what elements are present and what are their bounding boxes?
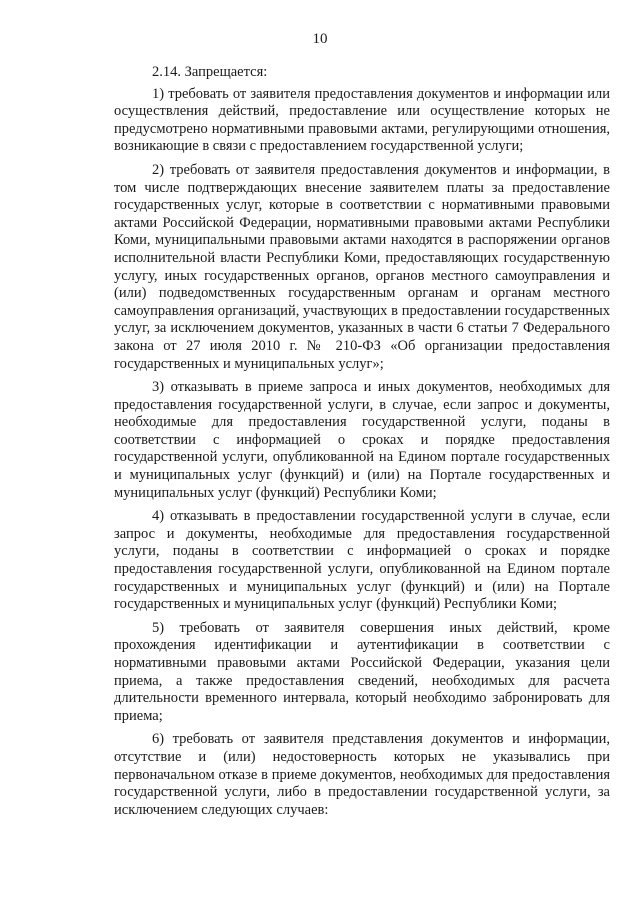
document-body [114, 64, 610, 825]
page-number: 10 [312, 31, 328, 47]
paragraph-item-2: 2) требовать от заявителя предоставления документов и информации, в том числе подтверждающих внесение заявителем платы за предоставление государственных услуг, которые в соответствии с нормативными правовыми актами Российской Федерации, нормативными правовыми актами Республики Коми, муниципальными правовыми актами находятся в распоряжении органов исполнительной власти Республики Коми, предоставляющих государственную услугу, иных государственных органов, органов местного самоуправления и (или) подведомственных государственным органам и органам местного самоуправления организаций, участвующих в предоставлении государственных услуг, за исключением документов, указанных в части 6 статьи 7 Федерального закона от 27 июля 2010 г. № 210-ФЗ «Об организации предоставления государственных и муниципальных услуг»; [114, 161, 610, 372]
paragraph-item-4: 4) отказывать в предоставлении государственной услуги в случае, если запрос и документы, необходимые для предоставления государственной услуги, поданы в соответствии с информацией о сроках и порядке предоставления государственной услуги, опубликованной на Едином портале государственных и муниципальных услуг (функций) и (или) на Портале государственных и муниципальных услуг (функций) Республики Коми; [114, 508, 610, 613]
section-heading: 2.14. Запрещается: [152, 64, 268, 80]
paragraph-item-3: 3) отказывать в приеме запроса и иных документов, необходимых для предоставления государственной услуги, в случае, если запрос и документы, необходимые для предоставления государственной услуги, поданы в соответствии с информацией о сроках и порядке предоставления государственной услуги, опубликованной на Едином портале государственных и муниципальных услуг (функций) и (или) на Портале государственных и муниципальных услуг (функций) Республики Коми; [114, 379, 610, 501]
paragraph-item-5: 5) требовать от заявителя совершения иных действий, кроме прохождения идентификации и аутентификации в соответствии с нормативными правовыми актами Российской Федерации, указания цели приема, а также предоставления сведений, необходимых для расчета длительности временного интервала, который необходимо забронировать для приема; [114, 619, 610, 724]
paragraph-item-6: 6) требовать от заявителя представления документов и информации, отсутствие и (или) недостоверность которых не указывались при первоначальном отказе в приеме документов, необходимых для предоставления государственной услуги, либо в предоставлении государственной услуги, за исключением следующих случаев: [114, 731, 610, 818]
paragraph-item-1: 1) требовать от заявителя предоставления документов и информации или осуществления действий, предоставление или осуществление которых не предусмотрено нормативными правовыми актами, регулирующими отношения, возникающие в связи с предоставлением государственной услуги; [114, 85, 610, 155]
